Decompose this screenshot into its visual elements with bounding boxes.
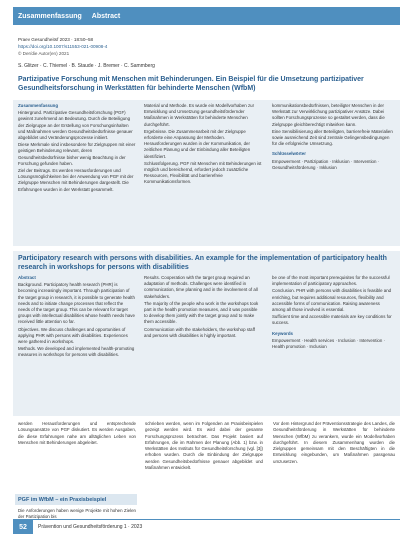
de-abstract-para: Material und Methode. Es wurde ein Modellvorhaben zur Entwicklung und Umsetzung gesundheitsfördernder Maßnahmen in Werkstätten für behinderte Menschen durchgeführt.: [144, 103, 255, 127]
body-col3: [273, 421, 395, 465]
doi-link[interactable]: https://doi.org/10.1007/s11553-021-00908-4: [18, 44, 108, 49]
section-heading-box: [15, 494, 137, 505]
body-col2: [145, 421, 263, 471]
article-header-bar: [13, 7, 400, 25]
body-col1: [18, 421, 136, 446]
german-title: Partizipative Forschung mit Menschen mit Behinderungen. Ein Beispiel für die Umsetzung partizipativer Gesundheitsforschung in Werkstätten für behinderte Menschen (WfbM): [18, 76, 364, 92]
en-abstract-col2: [144, 275, 262, 340]
en-abstract-para: Methods. We developed and implemented health-promoting measures in workshops for persons with disabilities.: [18, 346, 135, 358]
author-list: S. Glitzer · C. Thiemel · B. Staude · J. Bremer · C. Sammberg: [18, 63, 155, 69]
de-abstract-col3: [272, 103, 394, 172]
en-abstract-para: Conclusion. PHR with persons with disabilities is feasible and enriching, but requires additional resources, flexibility and accessible forms of communication. Raising awareness among all those involved is essential.: [272, 288, 392, 313]
page-number: 52: [13, 520, 33, 534]
de-abstract-label: Zusammenfassung: [18, 103, 59, 108]
copyright-line: © Der/die Autor(en) 2021: [18, 51, 70, 56]
de-abstract-col2: [144, 103, 262, 187]
header-abstract: Abstract: [91, 12, 121, 20]
footer-rule: [13, 519, 400, 520]
de-keywords: Empowerment · Partizipation · Inklusion · Intervention · Gesundheitsförderung · Inklusion: [272, 158, 380, 170]
english-title: Participatory research with persons with disabilities. An example for the implementation of participatory health research in workshops for persons with disabilities: [18, 255, 387, 271]
de-abstract-para: Ziel der Beitrags. Es werden Herausforderungen und Lösungsmöglichkeiten bei der Anwendung von PGF mit der Zielgruppe Menschen mit Behinderungen dargestellt. Die Erfahrungen wurden in der Werkstatt gesammelt.: [18, 168, 134, 192]
en-abstract-para: Results. Cooperation with the target group required an adaptation of methods. Challenges were identified in communication, time planning and in the involvement of all stakeholders.: [144, 275, 258, 299]
article-meta: [18, 36, 107, 57]
en-abstract-para: Background. Participatory health research (PHR) is becoming increasingly important. Through participation of the target group in research, it is possible to generate health needs and to initiate change processes that reflect the needs of the target group. This can be relevant for target groups with intellectual disabilities whose health needs have received little attention so far.: [18, 282, 135, 325]
body-paragraph: werden Herausforderungen und entsprechende Lösungsansätze von PGF diskutiert. Es werden Ausgaben, die diese Erfahrungen nahe am alltäglichen Leben von Menschen mit Behinderungen abgeleitet.: [18, 421, 136, 445]
en-abstract-para: Communication with the stakeholders, the workshop staff and persons with disabilities is highly important.: [144, 326, 255, 338]
en-abstract-label: Abstract: [18, 275, 36, 280]
de-abstract-para: Eine Sensibilisierung aller Beteiligten, barrierefreie Materialien sowie ausreichend Zeit sind zentrale Gelingensbedingungen für die erfolgreiche Umsetzung.: [272, 128, 393, 147]
body-paragraph: schrieben werden, wenn im Folgenden an Praxisbeispielen gezeigt werden wird. Es wird dabei der gesamte Forschungsprozess betrachtet. Das Projekt basiert auf Erfahrungen, die im Rahmen der Planung (Abb. 1) bzw. in Werkstätten des Instituts für Gesundheitsforschung (vgl. [3]) erhoben wurden. Durch die Einbindung der Zielgruppe werden Gesundheitsbedürfnisse genauer abgebildet und Maßnahmen entwickelt.: [145, 421, 263, 471]
en-abstract-para: The majority of the people who work in the workshops took part in the health promotion measures, and it was possible to develop them jointly with the target group and to make them accessible.: [144, 300, 259, 325]
de-abstract-col1: [18, 103, 136, 194]
en-abstract-para: Sufficient time and accessible materials are key conditions for success.: [272, 314, 392, 326]
de-abstract-para: Hintergrund. Partizipative Gesundheitsforschung (PGF) gewinnt zunehmend an Bedeutung. Durch die Beteiligung der Zielgruppe an der Erstellung von Forschungsinhalten und Maßnahmen werden Gesundheitsbedürfnisse genauer abgebildet und Veränderungsprozesse initiiert.: [18, 110, 133, 141]
en-keywords: Empowerment · Health services · Inclusion · Intervention · Health promotion · Inclusion: [272, 337, 385, 350]
citation-line: Praev Gesundheitsf 2023 · 18:50–58: [18, 37, 94, 42]
header-zusammenfassung: Zusammenfassung: [18, 12, 82, 20]
en-abstract-para: Objectives. We discuss challenges and opportunities of applying PHR with persons with disabilities. Experiences were gathered in workshops.: [18, 326, 128, 345]
en-abstract-col3: [272, 275, 394, 351]
section-heading: PGF im WfbM – ein Praxisbeispiel: [18, 496, 107, 503]
de-abstract-para: kommunikationsbedürfnissen, beteiligter Menschen in der Werkstatt zur Verwirklichung partizipativer Ansätze. Dabei sollten Forschungsprozesse so gestaltet werden, dass die Zielgruppe gleichberechtigt mitwirken kann.: [272, 103, 385, 127]
journal-name: Prävention und Gesundheitsförderung 1 · 2023: [38, 524, 143, 530]
body-paragraph: Vor dem Hintergrund der Präventionsstrategie des Landes, die Gesundheitsförderung in Werkstätten für behinderte Menschen (WfbM) zu verankern, wurde ein Modellvorhaben durchgeführt. In diesem Zusammenhang wurden die Zielgruppen gemeinsam mit den Beschäftigten in die Entwicklung eingebunden, um Maßnahmen passgenau umzusetzen.: [273, 421, 395, 464]
de-abstract-para: Diese Merkmale sind insbesondere für Zielgruppen mit einer geistigen Behinderung relevant, deren Gesundheitsbedürfnisse bisher wenig Beachtung in der Forschung gefunden haben.: [18, 142, 136, 166]
en-keywords-label: Keywords: [272, 330, 293, 336]
en-abstract-col1: [18, 275, 136, 360]
de-abstract-para: Ergebnisse. Die Zusammenarbeit mit der Zielgruppe erforderte eine Anpassung der Methoden. Herausforderungen wurden in der Kommunikation, der zeitlichen Planung und der Einbindung aller Beteiligten identifiziert.: [144, 128, 251, 159]
de-abstract-para: Schlussfolgerung. PGF mit Menschen mit Behinderungen ist möglich und bereichernd, erfordert jedoch zusätzliche Ressourcen, Flexibilität und barrierefreie Kommunikationsformen.: [144, 160, 262, 185]
page-footer: [13, 520, 400, 534]
body-paragraph: Die Anforderungen haben wenige Projekte mit hohen Zielen der Partizipation bis: [18, 508, 136, 520]
en-abstract-para: be one of the most important prerequisites for the successful implementation of participatory approaches.: [272, 275, 390, 287]
de-keywords-label: Schlüsselwörter: [272, 151, 306, 157]
